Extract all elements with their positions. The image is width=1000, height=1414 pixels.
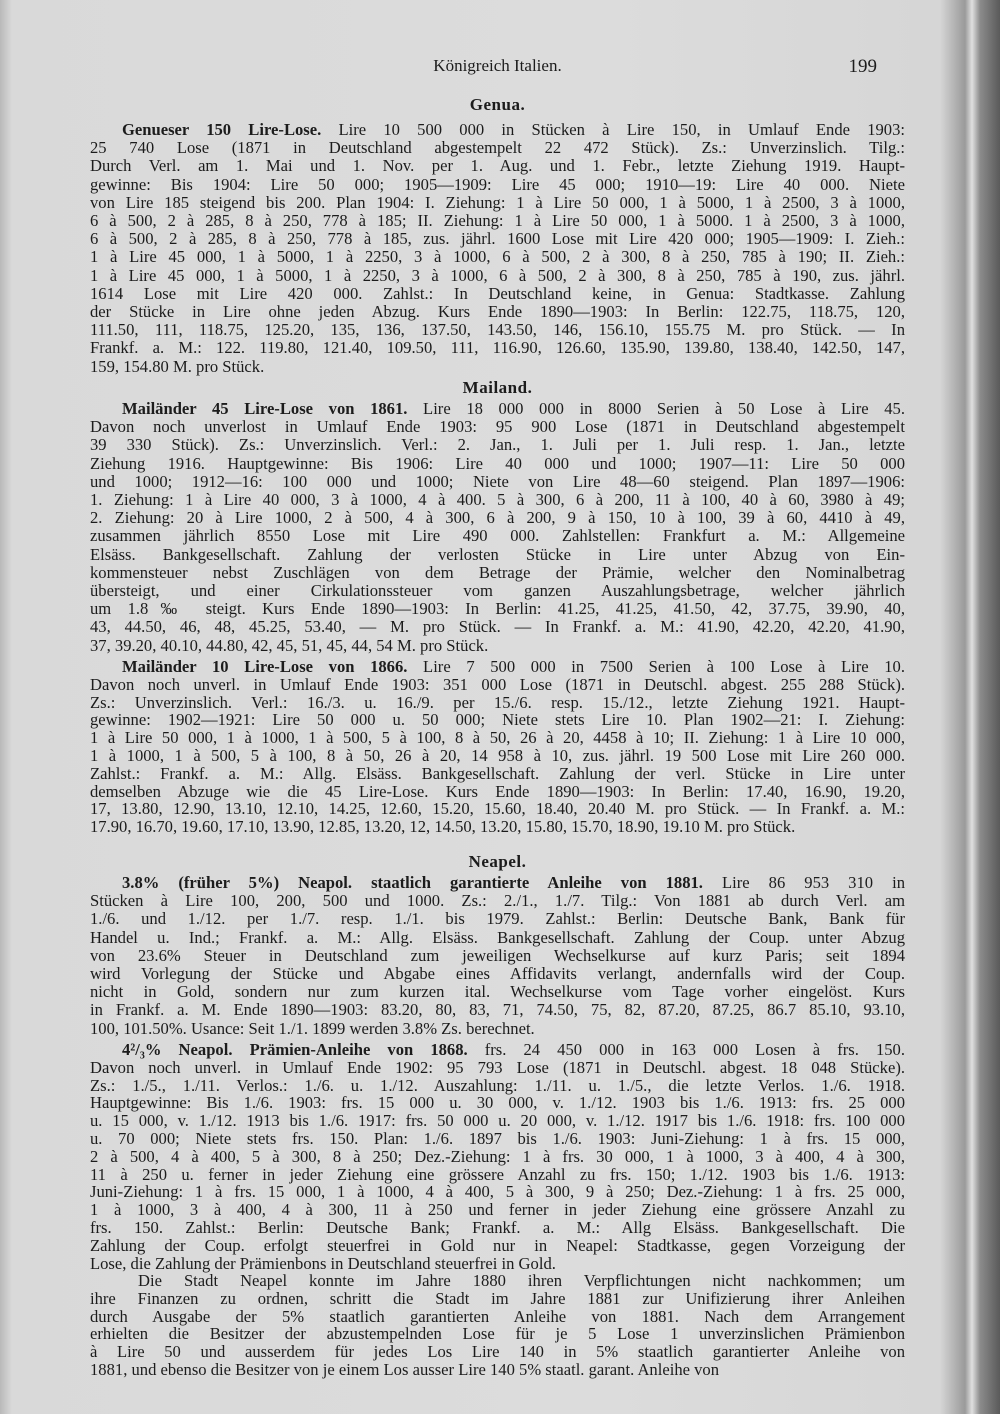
text-line: Davon noch unverl. in Umlauf Ende 1903: 351 000 Lose (1871 in Deutschl. abgest. 255 288 Stück).: [90, 674, 905, 694]
text-line: [90, 658, 905, 676]
text-line: 100, 101.50%. Usance: Seit 1./1. 1899 werden 3.8% Zs. berechnet.: [90, 1018, 535, 1038]
text-line: 159, 154.80 M. pro Stück.: [90, 356, 265, 376]
text-line: und 1000; 1912—16: 100 000 und 1000; Niete von Lire 48—60 steigend. Plan 1897—1906:: [90, 471, 905, 491]
section-title-neapel: Neapel.: [468, 852, 527, 871]
line-text: frs. 24 450 000 in 163 000 Losen à frs. 150.: [467, 1040, 906, 1059]
text-line: 11 à 250 u. ferner in jeder Ziehung eine grössere Anzahl zu frs. 150; 1./12. 1903 bis 1./6. 1913:: [90, 1164, 905, 1184]
text-line: 17.90, 16.70, 19.60, 17.10, 13.90, 12.85, 13.20, 12, 14.50, 13.20, 15.80, 15.70, 18.90, 19.10 M. pro Stück.: [90, 817, 796, 837]
text-line: 37, 39.20, 40.10, 44.80, 42, 45, 51, 45, 44, 54 M. pro Stück.: [90, 635, 489, 655]
text-line: 1. Ziehung: 1 à Lire 40 000, 3 à 1000, 4 à 400. 5 à 300, 6 à 200, 11 à 100, 40 à 60, 3980 à 49;: [90, 490, 905, 510]
text-line: 17, 13.80, 12.90, 13.10, 12.10, 14.25, 12.60, 15.20, 15.60, 18.40, 20.40 M. pro Stück. — In Frankf. a. M.:: [90, 799, 905, 819]
text-line: 1 à Lire 45 000, 1 à 5000, 1 à 2250, 3 à 1000, 6 à 500, 2 à 300, 8 à 250, 785 à 190, zus. jährl.: [90, 265, 905, 285]
text-line: gewinne: 1902—1921: Lire 50 000 u. 50 000; Niete stets Lire 10. Plan 1902—21: I. Ziehung:: [90, 710, 905, 730]
paragraph-neapel-history: [90, 1272, 905, 1379]
text-line: in Frankf. a. M. Ende 1890—1903: 83.20, 80, 83, 71, 74.50, 75, 82, 87.20, 87.25, 86.7 85.10, 93.10,: [90, 1000, 905, 1020]
line-text: Lire 7 500 000 in 7500 Serien à 100 Lose à Lire 10.: [407, 657, 905, 676]
text-line: Stücken à Lire 100, 200, 500 und 1000. Zs.: 2./1., 1./7. Tilg.: Von 1881 ab durch Verl. am: [90, 891, 905, 911]
text-line: von Lire 185 steigend bis 200. Plan 1904: I. Ziehung: 1 à Lire 50 000, 1 à 5000, 1 à 2500, 3 à 1000,: [90, 192, 905, 212]
text-line: Die Stadt Neapel konnte im Jahre 1880 ihren Verpflichtungen nicht nachkommen; um: [138, 1271, 905, 1290]
text-line: 111.50, 111, 118.75, 125.20, 135, 136, 137.50, 143.50, 146, 156.10, 155.75 M. pro Stück. — In: [90, 320, 905, 340]
text-line: demselben Abzuge wie die 45 Lire-Lose. Kurs Ende 1890—1903: In Berlin: 17.40, 16.90, 19.20,: [90, 781, 905, 801]
entry-heading: Genueser 150 Lire-Lose.: [122, 120, 322, 139]
text-line: 1881, und ebenso die Besitzer von je einem Los ausser Lire 140 5% staatl. garant. Anleihe von: [90, 1359, 720, 1379]
line-text: Lire 18 000 000 in 8000 Serien à 50 Lose à Lire 45.: [407, 399, 905, 418]
paragraph-neapel-anleihe-1881: [90, 874, 905, 1038]
line-text: Lire 10 500 000 in Stücken à Lire 150, in Umlauf Ende 1903:: [321, 120, 906, 139]
text-line: nicht in Gold, sondern nur zum kurzen ital. Wechselkurse vom Tage vorher eingelöst. Kurs: [90, 982, 905, 1002]
text-line: wird Vorlegung der Stücke und Abgabe eines Affidavits verlangt, andernfalls wird der Coup.: [90, 964, 905, 984]
paragraph-neapel-praemien-anleihe-1868: [90, 1041, 905, 1272]
text-line: u. 15 000, v. 1./12. 1913 bis 1./6. 1917: frs. 50 000 u. 20 000, v. 1./12. 1917 bis 1./6. 1918: frs. 100 000: [90, 1111, 905, 1131]
text-line: 1 à Lire 45 000, 1 à 5000, 1 à 2250, 3 à 1000, 6 à 500, 2 à 300, 8 à 250, 785 à 190; II. Zieh.:: [90, 247, 905, 267]
running-header: [90, 56, 905, 78]
text-line: Zs.: 1./5., 1./11. Verlos.: 1./6. u. 1./12. Auszahlung: 1./11. u. 1./5., die letzte Verlos. 1./6. 1918.: [90, 1075, 905, 1095]
text-line: [90, 874, 905, 892]
text-line: Zahlung der Coup. erfolgt steuerfrei in Gold nur in Neapel: Stadtkasse, gegen Vorzeigung der: [90, 1235, 905, 1255]
text-line: [90, 400, 905, 418]
text-line: 1 à 1000, 1 à 500, 5 à 100, 8 à 50, 26 à 20, 14 958 à 10, zus. jährl. 19 500 Lose mit Lire 260 000.: [90, 745, 905, 765]
text-line: 1 à Lire 50 000, 1 à 1000, 1 à 500, 5 à 100, 8 à 50, 26 à 20, 4458 à 10; II. Ziehung: 1 à Lire 10 000,: [90, 728, 905, 748]
text-line: Juni-Ziehung: 1 à frs. 15 000, 1 à 1000, 4 à 400, 5 à 300, 9 à 250; Dez.-Ziehung: 1 à frs. 25 000,: [90, 1182, 905, 1202]
text-line: 2. Ziehung: 20 à Lire 1000, 2 à 500, 4 à 300, 6 à 200, 9 à 150, 10 à 100, 39 à 60, 4410 à 49,: [90, 508, 905, 528]
text-line: 1614 Lose mit Lire 420 000. Zahlst.: In Deutschland keine, in Genua: Stadtkasse. Zahlung: [90, 283, 905, 303]
text-line: à Lire 50 und ausserdem für jedes Los Lire 140 in 5% staatlich garantierter Anleihe von: [90, 1342, 905, 1362]
text-line: u. 70 000; Niete stets frs. 150. Plan: 1./6. 1897 bis 1./6. 1903: Juni-Ziehung: 1 à frs. 15 000,: [90, 1128, 905, 1148]
text-line: 25 740 Lose (1871 in Deutschland abgestempelt 22 472 Stück). Zs.: Unverzinslich. Tilg.:: [90, 138, 905, 158]
text-line: erhielten die Besitzer der abzustempelnden Lose für je 5 Lose 1 unverzinslichen Prämienbon: [90, 1324, 905, 1344]
text-line: von 23.6% Steuer in Deutschland zum jeweiligen Wechselkurse auf kurz Paris; seit 1894: [90, 945, 905, 965]
section-title-mailand: Mailand.: [462, 378, 533, 397]
text-line: Elsäss. Bankgesellschaft. Zahlung der verlosten Stücke in Lire unter Abzug von Ein-: [90, 544, 905, 564]
entry-heading: Mailänder 45 Lire-Lose von 1861.: [122, 399, 408, 418]
paragraph-mailaender-10-lose: [90, 658, 905, 836]
text-line: 2 à 500, 4 à 400, 5 à 300, 8 à 250; Dez.-Ziehung: 1 à frs. 30 000, 1 à 1000, 3 à 400, 4 à 300,: [90, 1146, 905, 1166]
text-line: 1 à 1000, 3 à 400, 4 à 300, 11 à 250 und ferner in jeder Ziehung eine grössere Anzahl zu: [90, 1200, 905, 1220]
paragraph-mailaender-45-lose: [90, 400, 905, 655]
entry-heading: 4²/₃% Neapol. Prämien-Anleihe von 1868.: [122, 1040, 468, 1059]
text-line: kommensteuer nebst Zuschlägen von dem Betrage der Prämie, welcher den Nominalbetrag: [90, 562, 905, 582]
text-line: Hauptgewinne: Bis 1./6. 1903: frs. 15 000 u. 30 000, v. 1./12. 1903 bis 1./6. 1913: frs. 25 000: [90, 1093, 905, 1113]
text-line: durch Ausgabe der 5% staatlich garantierten Anleihe von 1881. Nach dem Arrangement: [90, 1306, 905, 1326]
text-line: um 1.8‰ steigt. Kurs Ende 1890—1903: In Berlin: 41.25, 41.25, 41.50, 42, 37.75, 39.90, 40,: [90, 599, 905, 619]
running-title: Königreich Italien.: [433, 56, 562, 75]
text-line: Zs.: Unverzinslich. Verl.: 16./3. u. 16./9. per 15./6. resp. 15./12., letzte Ziehung 1921. Haupt-: [90, 692, 905, 712]
entry-heading: 3.8% (früher 5%) Neapol. staatlich garantierte Anleihe von 1881.: [122, 873, 703, 892]
text-line: Zahlst.: Frankf. a. M.: Allg. Elsäss. Bankgesellschaft. Zahlung der verl. Stücke in Lire unter: [90, 763, 905, 783]
entry-heading: Mailänder 10 Lire-Lose von 1866.: [122, 657, 408, 676]
text-line: 1./6. und 1./12. per 1./7. resp. 1./1. bis 1979. Zahlst.: Berlin: Deutsche Bank, Bank für: [90, 909, 905, 929]
text-line: ihre Finanzen zu ordnen, schritt die Stadt im Jahre 1881 zur Unifizierung ihrer Anleihen: [90, 1288, 905, 1308]
text-line: 43, 44.50, 46, 48, 45.25, 53.40, — M. pro Stück. — In Frankf. a. M.: 41.90, 42.20, 42.20, 41.90,: [90, 617, 905, 637]
text-line: übersteigt, und einer Cirkulationssteuer vom ganzen Auszahlungsbetrage, welcher jährlich: [90, 581, 905, 601]
text-line: gewinne: Bis 1904: Lire 50 000; 1905—1909: Lire 45 000; 1910—19: Lire 40 000. Niete: [90, 174, 905, 194]
line-text: Lire 86 953 310 in: [702, 873, 905, 892]
text-line: Davon noch unverl. in Umlauf Ende 1902: 95 793 Lose (1871 in Deutschl. abgest. 18 048 Stücke).: [90, 1057, 905, 1077]
text-line: [90, 1041, 905, 1059]
paragraph-genueser-lose: [90, 121, 905, 376]
text-line: 6 à 500, 2 à 285, 8 à 250, 778 à 185; II. Ziehung: 1 à Lire 50 000, 1 à 5000. 1 à 2500, 3 à 1000,: [90, 211, 905, 231]
text-line: frs. 150. Zahlst.: Berlin: Deutsche Bank; Frankf. a. M.: Allg Elsäss. Bankgesellschaft. Die: [90, 1217, 905, 1237]
text-line: Davon noch unverlost in Umlauf Ende 1903: 95 900 Lose (1871 in Deutschland abgestempelt: [90, 417, 905, 437]
text-line: [90, 121, 905, 139]
text-line: Frankf. a. M.: 122. 119.80, 121.40, 109.50, 111, 116.90, 126.60, 135.90, 139.80, 138.40, 142.50, 147,: [90, 338, 905, 358]
text-line: 6 à 500, 2 à 285, 8 à 250, 778 à 185, zus. jährl. 1600 Lose mit Lire 420 000; 1905—1909: I. Zieh.:: [90, 229, 905, 249]
text-line: Ziehung 1916. Hauptgewinne: Bis 1906: Lire 40 000 und 1000; 1907—11: Lire 50 000: [90, 453, 905, 473]
page-number: 199: [848, 56, 877, 77]
text-line: Lose, die Zahlung der Prämienbons in Deutschland steuerfrei in Gold.: [90, 1253, 556, 1273]
section-title-genua: Genua.: [469, 95, 526, 114]
text-line: zusammen jährlich 8550 Lose mit Lire 490 000. Zahlstellen: Frankfurt a. M.: Allgemeine: [90, 526, 905, 546]
text-line: Handel u. Ind.; Frankf. a. M.: Allg. Elsäss. Bankgesellschaft. Zahlung der Coup. unter Abzug: [90, 927, 905, 947]
text-line: Durch Verl. am 1. Mai und 1. Nov. per 1. Aug. und 1. Febr., letzte Ziehung 1919. Haupt-: [90, 156, 905, 176]
text-line: der Stücke in Lire ohne jeden Abzug. Kurs Ende 1890—1903: In Berlin: 122.75, 118.75, 120,: [90, 302, 905, 322]
text-line: 39 330 Stück). Zs.: Unverzinslich. Verl.: 2. Jan., 1. Juli per 1. Juli resp. 1. Jan., letzte: [90, 435, 905, 455]
